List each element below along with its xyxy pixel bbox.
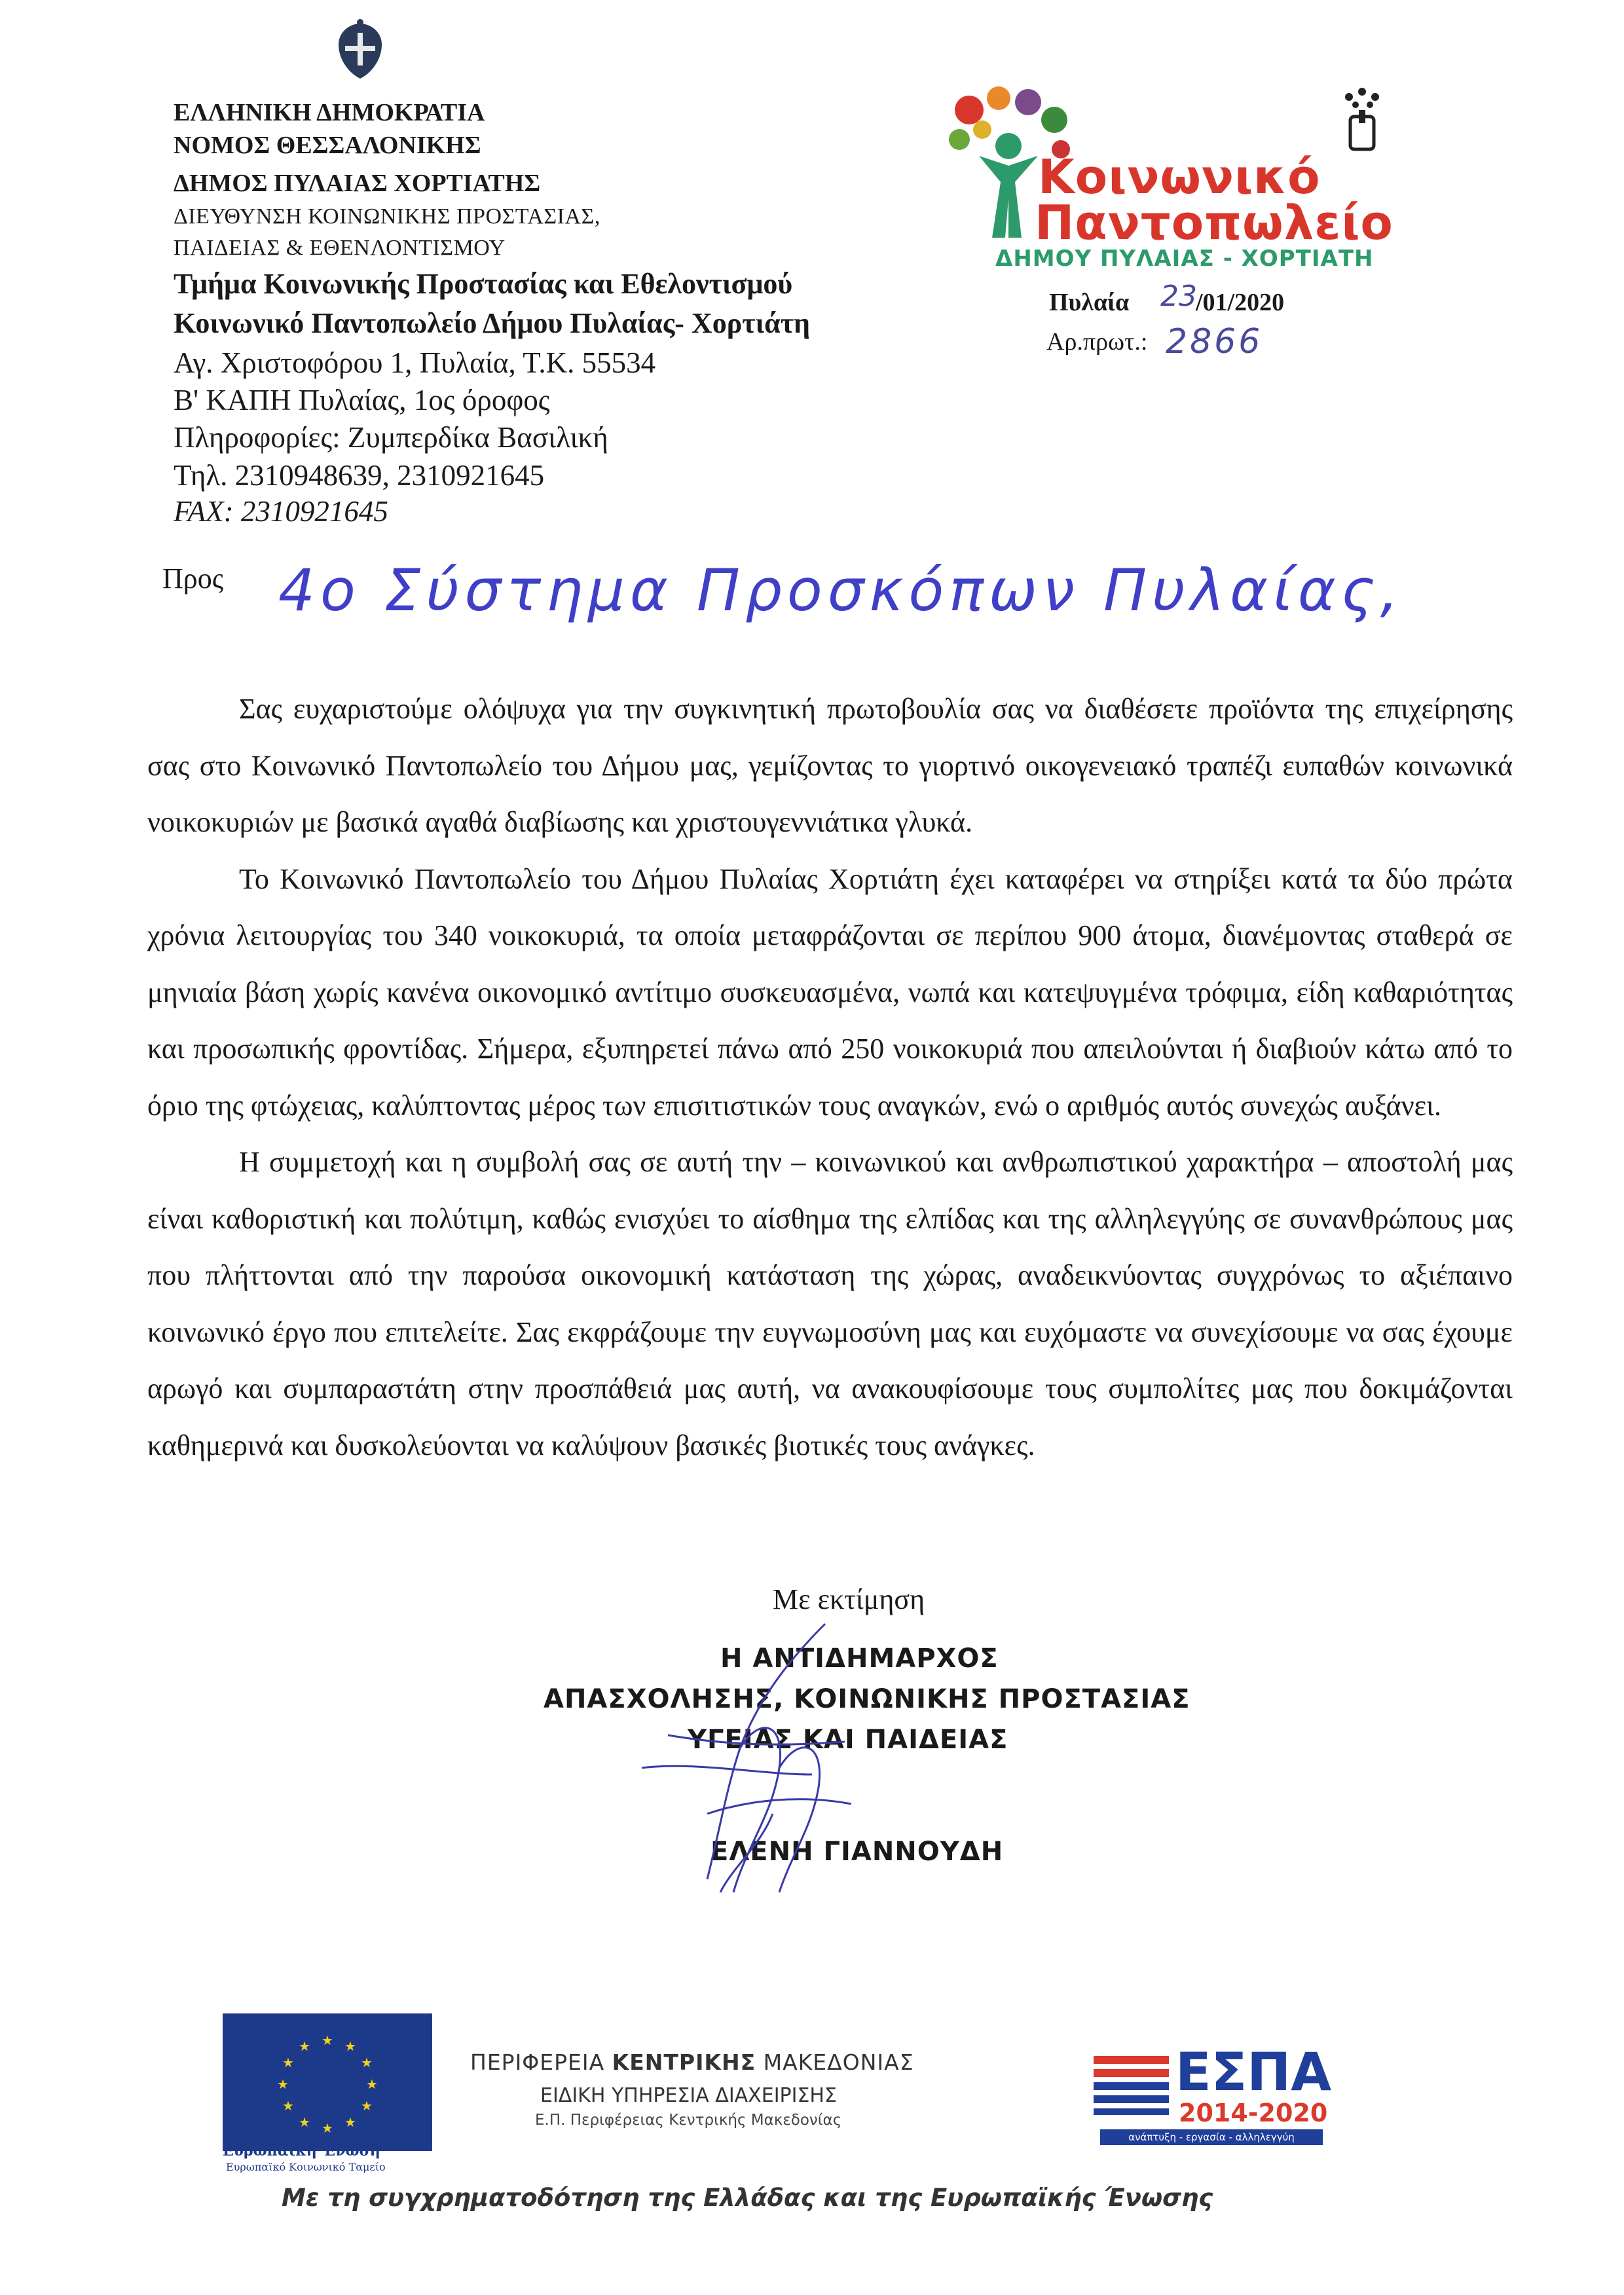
svg-text:★: ★ xyxy=(366,2076,378,2092)
svg-text:★: ★ xyxy=(299,2114,310,2130)
svg-text:★: ★ xyxy=(282,2098,294,2114)
letter-body xyxy=(147,681,1513,1474)
svg-text:★: ★ xyxy=(344,2114,356,2130)
svg-text:★: ★ xyxy=(282,2055,294,2070)
espa-years: 2014-2020 xyxy=(1179,2099,1328,2127)
cofunding-statement: Με τη συγχρηματοδότηση της Ελλάδας και της Ευρωπαϊκής Ένωσης xyxy=(282,2184,1213,2212)
espa-logo-icon xyxy=(1094,2056,1169,2115)
letterhead-directorate-2: ΠΑΙΔΕΙΑΣ & ΕΘΕΝΛΟΝΤΙΣΜΟΥ xyxy=(174,236,506,260)
svg-text:★: ★ xyxy=(322,2032,333,2048)
logo-title-word1: Κοινωνικό xyxy=(1038,149,1321,204)
date-label: Πυλαία xyxy=(1049,289,1130,316)
svg-text:★: ★ xyxy=(299,2038,310,2054)
letterhead-fax: FAX: 2310921645 xyxy=(174,495,388,528)
date-handwritten-day: 23 xyxy=(1160,280,1197,313)
signatory-name: ΕΛΕΝΗ ΓΙΑΝΝΟΥΔΗ xyxy=(710,1837,1004,1867)
date-month-year: /01/2020 xyxy=(1196,289,1285,316)
letterhead-location: Β' ΚΑΠΗ Πυλαίας, 1ος όροφος xyxy=(174,384,550,416)
operational-programme: Ε.Π. Περιφέρειας Κεντρικής Μακεδονίας xyxy=(535,2112,842,2129)
body-paragraph-2: Το Κοινωνικό Παντοπωλείο του Δήμου Πυλαίας Χορτιάτη έχει καταφέρει να στηρίξει κατά τα δύο πρώτα χρόνια λειτουργίας του 340 νοικοκυριά, τα οποία μεταφράζονται σε περίπου 900 άτομα, διανέμοντας σταθερά σε μηνιαία βάση χωρίς κανένα οικονομικό αντίτιμο συσκευασμένα, νωπά και κατεψυγμένα τρόφιμα, είδη καθαριότητας και προσωπικής φροντίδας. Σήμερα, εξυπηρετεί πάνω από 250 νοικοκυριά που απειλούνται ή διαβιούν κάτω από το όριο της φτώχειας, καλύπτοντας μέρος των επισιτιστικών τους αναγκών, ενώ ο αριθμός αυτός συνεχώς αυξάνει. xyxy=(147,862,1513,1122)
letterhead-service: Κοινωνικό Παντοπωλείο Δήμου Πυλαίας- Χορτιάτη xyxy=(174,307,810,339)
eu-caption: Ευρωπαϊκή Ένωση xyxy=(223,2142,380,2159)
recipient-handwritten: 4ο Σύστημα Προσκόπων Πυλαίας, xyxy=(278,557,1404,624)
handwritten-signature xyxy=(629,1617,917,1919)
letterhead-prefecture: ΝΟΜΟΣ ΘΕΣΣΑΛΟΝΙΚΗΣ xyxy=(174,132,481,159)
signatory-title-2: ΑΠΑΣΧΟΛΗΣΗΣ, ΚΟΙΝΩΝΙΚΗΣ ΠΡΟΣΤΑΣΙΑΣ xyxy=(544,1684,1190,1714)
recipient-label: Προς xyxy=(162,562,224,595)
letterhead-phone: Τηλ. 2310948639, 2310921645 xyxy=(174,459,545,492)
letterhead-directorate: ΔΙΕΥΘΥΝΣΗ ΚΟΙΝΩΝΙΚΗΣ ΠΡΟΣΤΑΣΙΑΣ, xyxy=(174,204,600,229)
protocol-label: Αρ.πρωτ.: xyxy=(1046,328,1148,356)
svg-text:★: ★ xyxy=(361,2055,373,2070)
letterhead-municipality: ΔΗΜΟΣ ΠΥΛΑΙΑΣ ΧΟΡΤΙΑΤΗΣ xyxy=(174,170,541,197)
eu-flag-icon xyxy=(223,2013,432,2151)
espa-title: ΕΣΠΑ xyxy=(1175,2042,1332,2102)
kapi-logo-icon xyxy=(1336,84,1388,156)
body-paragraph-3: Η συμμετοχή και η συμβολή σας σε αυτή την – κοινωνικού και ανθρωπιστικού χαρακτήρα – αποστολή μας είναι καθοριστική και πολύτιμη, καθώς ενισχύει το αίσθημα της ελπίδας και της αλληλεγγύης σε συνανθρώπους μας που πλήττονται από την παρούσα οικονομική κατάσταση της χώρας, αναδεικνύοντας συγχρόνως το αξιέπαινο κοινωνικό έργο που επιτελείτε. Σας εκφράζουμε την ευγνωμοσύνη μας και ευχόμαστε να συνεχίσουμε να σας έχουμε αρωγό και συμπαραστάτη στην προσπάθειά μας αυτή, να ανακουφίσουμε τους συμπολίτες μας που δοκιμάζονται καθημερινά και δυσκολεύονται να καλύψουν βασικές βιοτικές τους ανάγκες. xyxy=(147,1146,1513,1461)
letterhead-address: Αγ. Χριστοφόρου 1, Πυλαία, Τ.Κ. 55534 xyxy=(174,346,656,379)
signatory-title-3: ΥΓΕΙΑΣ ΚΑΙ ΠΑΙΔΕΙΑΣ xyxy=(688,1725,1008,1755)
letterhead-country: ΕΛΛΗΝΙΚΗ ΔΗΜΟΚΡΑΤΙΑ xyxy=(174,99,485,126)
logo-subtitle: ΔΗΜΟΥ ΠΥΛΑΙΑΣ - ΧΟΡΤΙΑΤΗ xyxy=(995,246,1374,272)
svg-text:★: ★ xyxy=(322,2120,333,2136)
region-title: ΠΕΡΙΦΕΡΕΙΑ ΚΕΝΤΡΙΚΗΣ ΜΑΚΕΔΟΝΙΑΣ xyxy=(470,2049,914,2075)
svg-text:★: ★ xyxy=(277,2076,289,2092)
svg-text:★: ★ xyxy=(361,2098,373,2114)
greek-emblem-icon xyxy=(331,18,390,84)
letterhead-department: Τμήμα Κοινωνικής Προστασίας και Εθελοντισμού xyxy=(174,268,793,300)
logo-title-word2: Παντοπωλείο xyxy=(1035,195,1393,250)
signatory-title-1: Η ΑΝΤΙΔΗΜΑΡΧΟΣ xyxy=(720,1643,999,1674)
closing-greeting: Με εκτίμηση xyxy=(773,1583,925,1615)
esf-caption: Ευρωπαϊκό Κοινωνικό Ταμείο xyxy=(226,2161,386,2173)
svg-text:★: ★ xyxy=(344,2038,356,2054)
espa-slogan: ανάπτυξη - εργασία - αλληλεγγύη xyxy=(1100,2129,1323,2145)
managing-authority: ΕΙΔΙΚΗ ΥΠΗΡΕΣΙΑ ΔΙΑΧΕΙΡΙΣΗΣ xyxy=(540,2084,837,2107)
protocol-number-handwritten: 2866 xyxy=(1166,322,1263,361)
letterhead-info: Πληροφορίες: Ζυμπερδίκα Βασιλική xyxy=(174,421,608,454)
body-paragraph-1: Σας ευχαριστούμε ολόψυχα για την συγκινητική πρωτοβουλία σας να διαθέσετε προϊόντα της επιχείρησης σας στο Κοινωνικό Παντοπωλείο του Δήμου μας, γεμίζοντας το γιορτινό οικογενειακό τραπέζι ευπαθών κοινωνικά νοικοκυριών με βασικά αγαθά διαβίωσης και χριστουγεννιάτικα γλυκά. xyxy=(147,693,1513,838)
